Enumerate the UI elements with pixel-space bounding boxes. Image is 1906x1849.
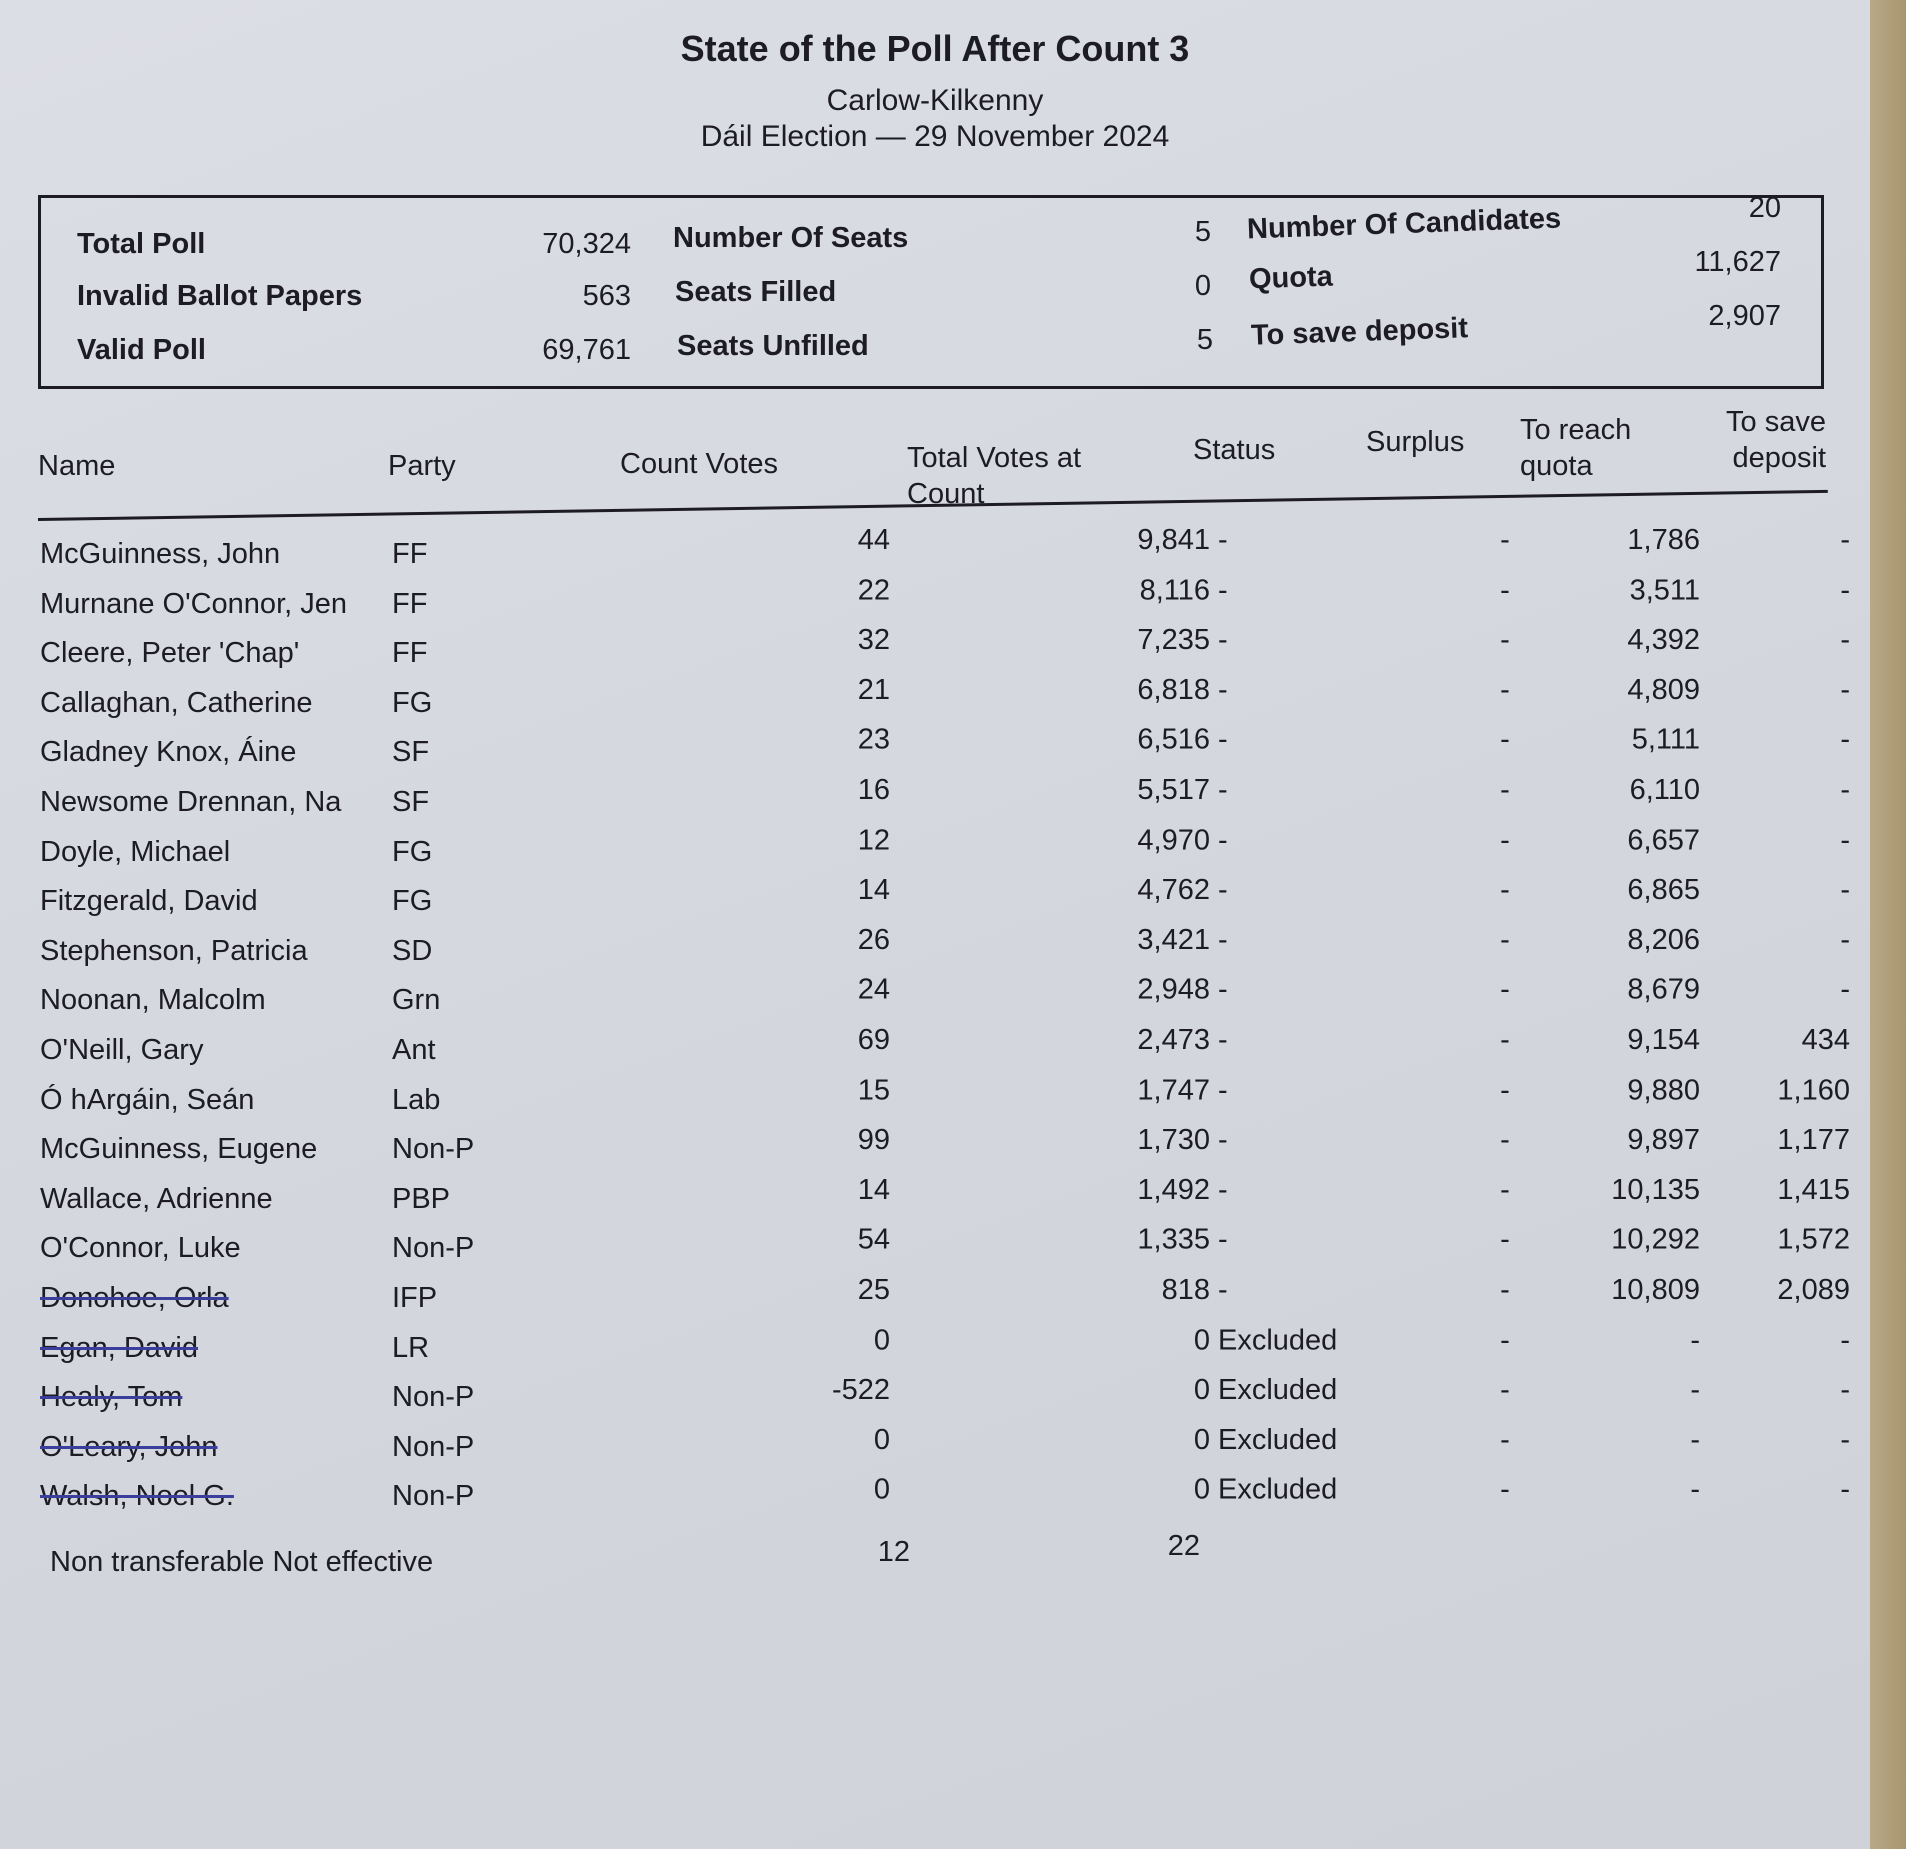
col-to-save-1: To save: [1726, 406, 1826, 438]
table-row: [0, 1474, 1870, 1518]
table-row: [0, 873, 1870, 923]
to-reach-quota: -: [1690, 1473, 1700, 1506]
candidate-party: SF: [392, 786, 430, 818]
status: Excluded: [1218, 1473, 1338, 1506]
col-total-votes-1: Total Votes at: [907, 442, 1082, 474]
table-row: [0, 1323, 1870, 1370]
surplus: -: [1500, 723, 1510, 756]
count-votes: 14: [857, 873, 890, 906]
table-row: [0, 1425, 1870, 1469]
total-votes: 1,335: [1137, 1223, 1210, 1256]
total-poll-label: Total Poll: [77, 228, 206, 260]
to-save-deposit: 2,089: [1777, 1274, 1850, 1306]
surplus: -: [1500, 1123, 1510, 1156]
status: -: [1218, 723, 1228, 756]
to-save-deposit: -: [1840, 1423, 1850, 1456]
candidate-party: FF: [392, 637, 428, 670]
candidate-name: Murnane O'Connor, Jen: [40, 587, 347, 620]
total-votes: 4,970: [1137, 823, 1210, 856]
candidate-party: Non-P: [392, 1480, 475, 1513]
seats-value: 5: [1194, 216, 1211, 248]
to-reach-quota: 8,679: [1627, 973, 1700, 1006]
count-votes: 0: [873, 1473, 890, 1506]
total-votes: 8,116: [1139, 573, 1210, 606]
footer-total: 22: [1167, 1530, 1200, 1562]
count-votes: 26: [857, 923, 890, 956]
status: -: [1218, 1173, 1228, 1206]
summary-box: [38, 192, 1824, 389]
to-reach-quota: 6,657: [1627, 823, 1700, 856]
status: -: [1218, 573, 1228, 606]
count-votes: 0: [873, 1423, 890, 1456]
to-reach-quota: 5,111: [1631, 723, 1700, 756]
surplus: -: [1500, 1223, 1510, 1256]
table-row: [0, 1024, 1870, 1072]
candidate-name: Wallace, Adrienne: [40, 1182, 273, 1215]
table-row: [0, 1276, 1870, 1320]
table-row: [0, 823, 1870, 874]
quota-label: Quota: [1248, 260, 1334, 296]
candidate-name: Doyle, Michael: [40, 835, 231, 868]
candidate-name: O'Neill, Gary: [40, 1034, 204, 1066]
save-deposit-value: 2,907: [1708, 300, 1781, 332]
total-votes: 0: [1193, 1423, 1210, 1456]
total-votes: 5,517: [1137, 774, 1210, 806]
total-votes: 1,492: [1137, 1173, 1210, 1206]
to-reach-quota: 8,206: [1627, 923, 1700, 956]
status: -: [1218, 873, 1228, 906]
count-votes: 16: [857, 774, 890, 806]
to-save-deposit: -: [1840, 573, 1850, 606]
candidate-name: Walsh, Noel G.: [40, 1480, 234, 1513]
candidate-party: Non-P: [392, 1232, 475, 1265]
surplus: -: [1500, 1173, 1510, 1206]
total-votes: 9,841: [1137, 524, 1210, 556]
candidate-name: Noonan, Malcolm: [40, 984, 266, 1017]
to-save-deposit: 434: [1801, 1024, 1850, 1056]
to-reach-quota: 6,110: [1629, 774, 1700, 806]
to-reach-quota: 3,511: [1629, 573, 1700, 606]
surplus: -: [1500, 973, 1510, 1006]
candidates-value: 20: [1748, 192, 1781, 224]
col-status: Status: [1193, 434, 1276, 466]
status: -: [1218, 823, 1228, 856]
valid-poll-label: Valid Poll: [77, 334, 206, 366]
candidate-name: Ó hArgáin, Seán: [40, 1083, 255, 1116]
invalid-value: 563: [582, 280, 631, 312]
surplus: -: [1500, 774, 1510, 806]
to-reach-quota: 10,809: [1611, 1274, 1700, 1306]
candidate-name: Donohoe, Orla: [40, 1282, 229, 1314]
table-row: [0, 1073, 1870, 1122]
total-votes: 818: [1161, 1274, 1210, 1306]
to-save-deposit: -: [1840, 1323, 1850, 1356]
status: -: [1218, 774, 1228, 806]
status: Excluded: [1218, 1323, 1338, 1356]
candidate-name: Healy, Tom: [40, 1381, 183, 1414]
col-party: Party: [388, 450, 456, 482]
to-save-deposit: -: [1840, 973, 1850, 1006]
candidate-name: Egan, David: [40, 1331, 198, 1364]
to-save-deposit: 1,160: [1777, 1073, 1850, 1106]
surplus: -: [1500, 524, 1510, 556]
footer-label: Non transferable Not effective: [50, 1546, 434, 1578]
to-reach-quota: -: [1690, 1323, 1700, 1356]
col-surplus: Surplus: [1366, 426, 1465, 458]
to-save-deposit: 1,415: [1777, 1173, 1850, 1206]
total-votes: 2,473: [1137, 1024, 1210, 1056]
candidate-party: FG: [392, 835, 433, 868]
total-votes: 0: [1193, 1373, 1210, 1406]
total-poll-value: 70,324: [542, 228, 631, 260]
candidate-party: Lab: [392, 1083, 441, 1116]
candidate-party: Non-P: [392, 1381, 475, 1414]
candidate-party: PBP: [392, 1182, 451, 1215]
candidates-label: Number Of Candidates: [1246, 202, 1562, 246]
to-reach-quota: 9,880: [1627, 1073, 1700, 1106]
count-votes: 14: [857, 1173, 890, 1206]
candidate-name: O'Leary, John: [40, 1430, 218, 1463]
count-votes: 69: [857, 1024, 890, 1056]
total-votes: 0: [1193, 1323, 1210, 1356]
total-votes: 7,235: [1137, 623, 1210, 656]
col-count-votes: Count Votes: [620, 448, 778, 480]
to-reach-quota: 9,154: [1627, 1024, 1700, 1056]
candidate-name: Cleere, Peter 'Chap': [40, 637, 300, 670]
to-save-deposit: -: [1840, 873, 1850, 906]
to-save-deposit: -: [1840, 1373, 1850, 1406]
surplus: -: [1500, 1323, 1510, 1356]
footer-row: [0, 1530, 1870, 1584]
total-votes: 1,747: [1137, 1073, 1210, 1106]
count-votes: 25: [857, 1274, 890, 1306]
col-total-votes-2: Count: [907, 478, 985, 510]
candidate-name: McGuinness, John: [40, 538, 281, 570]
status: Excluded: [1218, 1373, 1338, 1406]
constituency-name: Carlow-Kilkenny: [826, 84, 1044, 117]
save-deposit-label: To save deposit: [1250, 312, 1469, 352]
col-to-reach-2: quota: [1520, 450, 1593, 482]
candidate-party: Non-P: [392, 1133, 475, 1166]
candidate-party: LR: [392, 1331, 430, 1364]
count-votes: 24: [857, 973, 890, 1006]
surplus: -: [1500, 573, 1510, 606]
to-save-deposit: -: [1840, 723, 1850, 756]
table-row: [0, 1173, 1870, 1221]
to-reach-quota: 10,292: [1611, 1223, 1700, 1256]
valid-poll-value: 69,761: [542, 334, 631, 366]
to-reach-quota: 6,865: [1627, 873, 1700, 906]
candidate-name: Callaghan, Catherine: [40, 686, 313, 719]
total-votes: 4,762: [1137, 873, 1210, 906]
count-votes: 32: [857, 623, 890, 656]
candidate-party: FG: [392, 686, 433, 719]
total-votes: 6,818: [1137, 673, 1210, 706]
to-reach-quota: 9,897: [1627, 1123, 1700, 1156]
candidate-name: Fitzgerald, David: [40, 885, 258, 918]
surplus: -: [1500, 1274, 1510, 1306]
table-row: [0, 1375, 1870, 1419]
status: -: [1218, 1274, 1228, 1306]
surplus: -: [1500, 673, 1510, 706]
status: -: [1218, 923, 1228, 956]
to-reach-quota: 1,786: [1627, 524, 1700, 556]
to-reach-quota: -: [1690, 1423, 1700, 1456]
surplus: -: [1500, 823, 1510, 856]
seats-unfilled-value: 5: [1196, 324, 1213, 356]
to-save-deposit: -: [1840, 823, 1850, 856]
status: -: [1218, 1024, 1228, 1056]
candidate-party: SF: [392, 736, 430, 769]
surplus: -: [1500, 1373, 1510, 1406]
status: -: [1218, 524, 1228, 556]
table-edge-background: [1870, 0, 1906, 1849]
status: -: [1218, 1073, 1228, 1106]
table-row: [0, 1223, 1870, 1270]
surplus: -: [1500, 923, 1510, 956]
candidate-party: Ant: [392, 1034, 436, 1066]
total-votes: 6,516: [1137, 723, 1210, 756]
status: -: [1218, 973, 1228, 1006]
surplus: -: [1500, 1073, 1510, 1106]
table-row: [0, 1123, 1870, 1171]
to-reach-quota: 4,809: [1627, 673, 1700, 706]
count-votes: 22: [857, 573, 890, 606]
total-votes: 1,730: [1137, 1123, 1210, 1156]
candidate-party: FG: [392, 885, 433, 918]
count-votes: 44: [857, 524, 890, 556]
status: -: [1218, 623, 1228, 656]
to-reach-quota: 10,135: [1611, 1173, 1700, 1206]
election-date: Dáil Election — 29 November 2024: [700, 120, 1170, 153]
table-row: [0, 923, 1870, 973]
total-votes: 2,948: [1137, 973, 1210, 1006]
surplus: -: [1500, 1024, 1510, 1056]
candidate-party: Grn: [392, 984, 441, 1017]
surplus: -: [1500, 873, 1510, 906]
to-save-deposit: 1,177: [1777, 1123, 1850, 1156]
to-reach-quota: -: [1690, 1373, 1700, 1406]
seats-filled-value: 0: [1194, 270, 1211, 302]
count-votes: 23: [857, 723, 890, 756]
candidate-name: Newsome Drennan, Na: [40, 786, 342, 818]
surplus: -: [1500, 1473, 1510, 1506]
candidate-party: Non-P: [392, 1430, 475, 1463]
count-votes: 12: [857, 823, 890, 856]
seats-filled-label: Seats Filled: [675, 276, 837, 308]
candidate-party: FF: [392, 587, 428, 620]
col-to-reach-1: To reach: [1520, 414, 1632, 446]
col-name: Name: [38, 450, 116, 482]
status: -: [1218, 1123, 1228, 1156]
to-save-deposit: -: [1840, 623, 1850, 656]
to-reach-quota: 4,392: [1627, 623, 1700, 656]
candidate-name: Stephenson, Patricia: [40, 934, 308, 967]
candidate-name: McGuinness, Eugene: [40, 1133, 318, 1166]
page-title: State of the Poll After Count 3: [680, 28, 1190, 69]
count-votes: 15: [857, 1073, 890, 1106]
surplus: -: [1500, 623, 1510, 656]
to-save-deposit: -: [1840, 673, 1850, 706]
to-save-deposit: -: [1840, 524, 1850, 556]
count-votes: 99: [857, 1123, 890, 1156]
invalid-label: Invalid Ballot Papers: [77, 280, 363, 312]
total-votes: 0: [1193, 1473, 1210, 1506]
candidate-party: FF: [392, 538, 428, 570]
to-save-deposit: -: [1840, 774, 1850, 806]
col-to-save-2: deposit: [1732, 442, 1826, 474]
status: -: [1218, 1223, 1228, 1256]
to-save-deposit: 1,572: [1777, 1223, 1850, 1256]
seats-unfilled-label: Seats Unfilled: [677, 330, 869, 362]
count-votes: 0: [873, 1323, 890, 1356]
seats-label: Number Of Seats: [673, 222, 909, 254]
status: -: [1218, 673, 1228, 706]
count-votes: 54: [857, 1223, 890, 1256]
count-votes: -522: [831, 1373, 890, 1406]
status: Excluded: [1218, 1423, 1338, 1456]
quota-value: 11,627: [1694, 246, 1781, 278]
to-save-deposit: -: [1840, 923, 1850, 956]
to-save-deposit: -: [1840, 1473, 1850, 1506]
count-votes: 21: [857, 673, 890, 706]
table-row: [0, 973, 1870, 1022]
candidate-name: Gladney Knox, Áine: [40, 736, 297, 769]
candidate-party: SD: [392, 934, 433, 967]
candidate-name: O'Connor, Luke: [40, 1232, 241, 1265]
surplus: -: [1500, 1423, 1510, 1456]
total-votes: 3,421: [1137, 923, 1210, 956]
candidate-party: IFP: [392, 1282, 438, 1314]
footer-count: 12: [877, 1536, 910, 1568]
